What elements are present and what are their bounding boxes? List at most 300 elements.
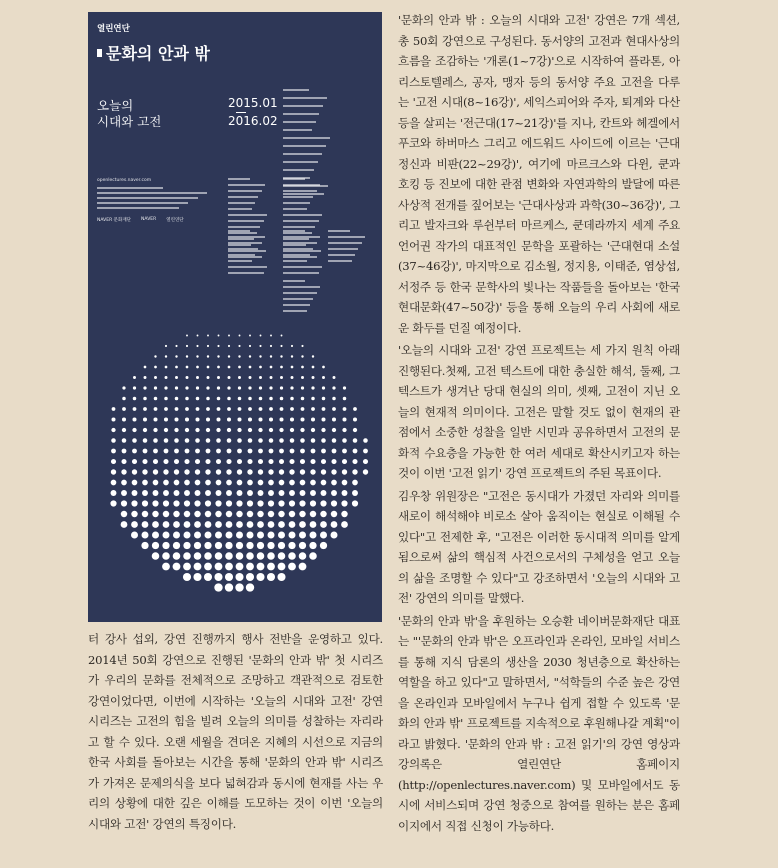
halftone-dot [289,500,295,506]
halftone-dot [196,345,198,347]
halftone-dot [174,438,179,443]
halftone-dot [236,500,242,506]
halftone-dot [301,397,305,401]
halftone-dot [342,417,346,421]
halftone-dot [215,500,221,506]
halftone-dot [164,386,167,389]
halftone-dot [353,438,358,443]
halftone-dot [300,490,306,496]
halftone-dot [227,449,232,454]
halftone-dot [299,511,305,517]
halftone-dot [237,469,242,474]
halftone-dot [206,397,210,401]
halftone-dot [217,355,219,357]
halftone-dot [289,459,294,464]
halftone-dot [269,407,273,411]
halftone-dot [278,500,284,506]
halftone-dot [280,366,283,369]
halftone-dot [247,500,253,506]
halftone-dot [204,573,212,581]
halftone-dot [280,345,282,347]
halftone-dot [164,417,168,421]
halftone-dot [143,397,147,401]
halftone-dot [300,459,305,464]
halftone-dot [248,407,252,411]
halftone-dot [228,366,231,369]
poster-logo-2: NAVER [141,217,157,222]
poster-label: 열린연단 [97,24,130,34]
halftone-dot [154,407,158,411]
halftone-dot [215,552,223,560]
halftone-dot [205,459,210,464]
halftone-dot [207,345,209,347]
halftone-dot [247,532,254,539]
halftone-dot [133,407,137,411]
halftone-dot [320,532,327,539]
halftone-dot [280,407,284,411]
halftone-dot [291,376,294,379]
right-paragraph-4: '문화의 안과 밖'을 후원하는 오승환 네이버문화재단 대표는 "'문화의 안과 밖'은 오프라인과 온라인, 모바일 서비스를 통해 지식 담론의 생산을 2030 청년층으로 확산하는 역할을 하고 있다"고 말하면서, "석학들의 수준 높은 강연을 온라인과 모바일에서 누구나 쉽게 접할 수 있도록 '문화의 안과 밖' 프로젝트를 지속적으로 후원해나갈 계획"이라고 밝혔다. '문화의 안과 밖 : 고전 읽기'의 강연 영상과 강의록은 열린연단 홈페이지(http://openlectures.naver.com) 및 모바일에서도 동시에 서비스되며 강연 청중으로 참여를 원하는 분은 홈페이지에서 직접 신청이 가능하다. [398,613,680,833]
halftone-dot [331,511,337,517]
halftone-dot [279,428,283,432]
halftone-dot [153,469,158,474]
halftone-dot [301,407,305,411]
halftone-dot [321,490,327,496]
halftone-dot [111,449,116,454]
halftone-dot [121,490,127,496]
halftone-dot [342,428,346,432]
halftone-dot [288,552,296,560]
halftone-dot [246,583,254,591]
halftone-dot [258,417,262,421]
halftone-dot [300,449,305,454]
halftone-dot [214,583,222,591]
halftone-dot [154,355,156,357]
halftone-dot [215,511,221,517]
halftone-dot [175,376,178,379]
halftone-dot [300,428,304,432]
halftone-dot [270,335,272,337]
poster-subtitle-line1: 오늘의 [97,98,134,113]
halftone-dot [331,521,338,528]
halftone-dot [142,469,147,474]
halftone-dot [111,459,116,464]
halftone-dot [206,438,211,443]
halftone-dot [216,459,221,464]
halftone-dot [237,428,241,432]
halftone-dot [248,386,251,389]
halftone-dot [270,376,273,379]
halftone-dot [195,428,199,432]
halftone-dot [154,376,157,379]
halftone-dot [278,521,285,528]
halftone-dot [311,438,316,443]
halftone-dot [225,573,233,581]
halftone-dot [162,552,170,560]
halftone-dot [310,532,317,539]
halftone-dot [111,469,116,474]
halftone-dot [268,480,274,486]
halftone-dot [342,459,347,464]
halftone-dot [259,407,263,411]
halftone-dot [132,417,136,421]
halftone-dot [205,500,211,506]
halftone-dot [112,407,116,411]
halftone-dot [183,542,190,549]
halftone-dot [121,459,126,464]
halftone-dot [237,490,243,496]
halftone-dot [133,397,137,401]
halftone-dot [204,552,212,560]
halftone-dot [175,345,177,347]
halftone-dot [186,345,188,347]
halftone-dot [225,583,233,591]
halftone-dot [332,438,337,443]
halftone-dot [246,563,254,571]
halftone-dot [311,386,314,389]
halftone-dot [331,480,337,486]
right-paragraph-2: '오늘의 시대와 고전' 강연 프로젝트는 세 가지 원칙 아래 진행된다.첫째, 고전 텍스트에 대한 충실한 해석, 둘째, 그 텍스트가 생겨난 당대 현실의 의미, 셋째, 고전이 지닌 오늘의 현재적 의미이다. 고전은 말할 것도 없이 현재의 관점에서 소중한 성찰을 일반 시민과 공유하면서 고전의 문화적 수요층을 가능한 한 여러 세대로 확산시키고자 하는 것이 이번 '고전 읽기' 강연 프로젝트의 주된 목표이다. [398,343,680,480]
halftone-dot [248,428,252,432]
halftone-dot [184,532,191,539]
halftone-dot [143,428,147,432]
halftone-dot [185,407,189,411]
halftone-dot [331,532,338,539]
halftone-dot [332,397,336,401]
halftone-dot [164,397,168,401]
halftone-dot [332,449,337,454]
halftone-dot [312,366,315,369]
halftone-dot [217,345,219,347]
poster-url: openlectures.naver.com [97,178,152,183]
halftone-dot [322,386,325,389]
halftone-dot [322,376,325,379]
halftone-dot [111,438,116,443]
halftone-dot [299,521,306,528]
halftone-dot [270,345,272,347]
halftone-dot [235,583,243,591]
halftone-dot [259,397,263,401]
halftone-dot [174,480,180,486]
halftone-dot [237,459,242,464]
halftone-dot [363,469,368,474]
halftone-dot [246,573,254,581]
halftone-dot [290,397,294,401]
halftone-dot [343,407,347,411]
halftone-dot [278,552,286,560]
halftone-dot [236,511,242,517]
halftone-dot [247,490,253,496]
halftone-dot [183,552,191,560]
halftone-dot [259,376,262,379]
halftone-dot [164,438,169,443]
halftone-dot [278,532,285,539]
halftone-dot [132,428,136,432]
halftone-dot [309,552,317,560]
halftone-dot [194,521,201,528]
halftone-dot [259,355,261,357]
halftone-dot [185,386,188,389]
halftone-dot [268,469,273,474]
halftone-dot [279,469,284,474]
halftone-dot [238,397,242,401]
halftone-dot [353,407,357,411]
halftone-dot [249,366,252,369]
halftone-dot [290,417,294,421]
halftone-dot [259,345,261,347]
halftone-dot [205,490,211,496]
halftone-dot [152,500,158,506]
halftone-dot [174,428,178,432]
halftone-dot [204,563,212,571]
halftone-dot [205,469,210,474]
halftone-dot [174,459,179,464]
halftone-dot [299,563,307,571]
halftone-dot [227,386,230,389]
halftone-dot [173,511,179,517]
halftone-dot [196,386,199,389]
halftone-dot [132,480,138,486]
halftone-dot [352,500,358,506]
halftone-dot [141,542,148,549]
halftone-dot [132,449,137,454]
halftone-dot [206,417,210,421]
halftone-dot [226,532,233,539]
halftone-dot [196,407,200,411]
halftone-dot [248,438,253,443]
halftone-dot [247,511,253,517]
halftone-dot [186,355,188,357]
halftone-dot [258,480,264,486]
halftone-dot [164,449,169,454]
halftone-dot [226,480,232,486]
halftone-dot [333,376,336,379]
halftone-dot [258,428,262,432]
halftone-dot [174,469,179,474]
halftone-dot [227,417,231,421]
halftone-dot [193,573,201,581]
halftone-dot [320,542,327,549]
halftone-dot [173,563,181,571]
lecture-poster [88,12,382,622]
halftone-dot [257,563,265,571]
halftone-dot [258,469,263,474]
halftone-dot [299,552,307,560]
halftone-dot [353,417,357,421]
halftone-dot [185,449,190,454]
halftone-dot [267,542,274,549]
halftone-dot [133,386,136,389]
halftone-dot [301,366,304,369]
halftone-dot [195,417,199,421]
halftone-dot [236,521,243,528]
halftone-dot [153,490,159,496]
halftone-dot [238,386,241,389]
halftone-dot [164,407,168,411]
halftone-dot [268,532,275,539]
halftone-dot [267,573,275,581]
halftone-dot [152,511,158,517]
halftone-dot [291,345,293,347]
halftone-dot [300,480,306,486]
halftone-dot [227,428,231,432]
halftone-dot [173,532,180,539]
halftone-dot [257,552,265,560]
halftone-dot [321,459,326,464]
halftone-dot [196,366,199,369]
poster-logo-3: 열린연단 [166,218,184,223]
halftone-dot [122,449,127,454]
halftone-dot [236,563,244,571]
halftone-dot [152,542,159,549]
halftone-dot [228,345,230,347]
halftone-dot [311,397,315,401]
halftone-dot [143,449,148,454]
halftone-dot [332,407,336,411]
halftone-dot [142,490,148,496]
halftone-dot [278,511,284,517]
halftone-dot [217,397,221,401]
halftone-dot [217,407,221,411]
halftone-dot [310,511,316,517]
halftone-dot [163,459,168,464]
poster-date-end: 2016.02 [228,114,278,128]
halftone-dot [196,397,200,401]
halftone-dot [341,511,347,517]
halftone-dot [256,573,264,581]
halftone-dot [289,490,295,496]
halftone-dot [225,563,233,571]
halftone-dot [183,573,191,581]
halftone-dot [269,438,274,443]
halftone-dot [163,500,169,506]
halftone-dot [122,397,126,401]
halftone-dot [279,438,284,443]
halftone-dot [165,376,168,379]
halftone-dot [227,407,231,411]
halftone-dot [300,469,305,474]
halftone-dot [132,469,137,474]
halftone-dot [217,366,220,369]
halftone-dot [205,511,211,517]
halftone-dot [247,480,253,486]
halftone-dot [154,366,157,369]
halftone-dot [197,335,199,337]
halftone-dot [142,480,148,486]
halftone-dot [175,386,178,389]
halftone-dot [122,386,125,389]
halftone-dot [185,417,189,421]
halftone-dot [238,355,240,357]
halftone-dot [269,449,274,454]
halftone-dot [258,490,264,496]
halftone-dot [153,417,157,421]
halftone-dot [175,355,177,357]
poster-logo-1: NAVER 문화재단 [97,218,132,223]
halftone-dot [249,345,251,347]
halftone-dot [290,438,295,443]
halftone-dot [342,449,347,454]
halftone-dot [121,469,126,474]
halftone-dot [341,521,348,528]
halftone-dot [175,407,179,411]
halftone-dot [111,428,115,432]
halftone-dot [310,500,316,506]
halftone-dot [154,386,157,389]
halftone-dot [131,521,138,528]
halftone-dot [153,428,157,432]
halftone-dot [341,500,347,506]
halftone-dot [206,428,210,432]
halftone-dot [174,417,178,421]
halftone-dot [312,355,314,357]
halftone-dot [185,428,189,432]
halftone-dot [289,469,294,474]
halftone-dot [278,542,285,549]
halftone-dot [321,438,326,443]
right-paragraph-1: '문화의 안과 밖 : 오늘의 시대와 고전' 강연은 7개 섹션, 총 50회 강연으로 구성된다. 동서양의 고전과 현대사상의 흐름을 조감하는 '개론(1~7강)'으로 시작하여 플라톤, 아리스토텔레스, 공자, 맹자 등의 동서양 주요 고전을 다루는 '고전 시대(8~16강)', 세익스피어와 주자, 퇴계와 다산 등을 살피는 '전근대(17~21강)'를 지나, 칸트와 헤겔에서 푸코와 하버마스 그리고 에드워드 사이드에 이르는 '근대정신과 비판(22~29강)', 여기에 마르크스와 다윈, 쿤과 호킹 등 진보에 대한 관점 변화와 자연과학의 발달에 따른 사상적 전개를 짚어보는 '근대사상과 과학(30~36강)', 그리고 발자크와 루쉰부터 마르케스, 쿤데라까지 세계 주요 언어권 작가의 대표적인 문학을 포괄하는 '근대현대 소설(37~46강)', 마지막으로 김소월, 정지용, 이태준, 염상섭, 서정주 등 한국 문학사의 빛나는 작품들을 돌아보는 '한국 현대문화(47~50강)' 등을 통해 오늘의 우리 사회에 새로운 화두를 던질 예정이다. [398,13,680,335]
halftone-dot [236,552,244,560]
halftone-dot [311,428,315,432]
halftone-dot [207,335,209,337]
halftone-dot [278,563,286,571]
halftone-dot [268,500,274,506]
halftone-dot [194,532,201,539]
halftone-dot [184,459,189,464]
halftone-dot [226,521,233,528]
halftone-dot [195,459,200,464]
halftone-dot [225,542,232,549]
halftone-dot [162,563,170,571]
halftone-dot [173,521,180,528]
halftone-dot [152,521,159,528]
halftone-dot [162,542,169,549]
halftone-dot [288,542,295,549]
halftone-dot [235,573,243,581]
halftone-dot [299,532,306,539]
halftone-dot [131,532,138,539]
halftone-dot [332,417,336,421]
halftone-dot [246,542,253,549]
halftone-dot [236,542,243,549]
halftone-dot [248,397,252,401]
halftone-dot [320,500,326,506]
halftone-dot [186,366,189,369]
halftone-dot [153,480,159,486]
halftone-dot [132,490,138,496]
halftone-dot [205,480,211,486]
halftone-dot [110,500,116,506]
halftone-dot [122,438,127,443]
halftone-dot [195,438,200,443]
halftone-dot [163,490,169,496]
halftone-dot [154,397,158,401]
halftone-dot [237,480,243,486]
halftone-dot [174,490,180,496]
halftone-dot [228,335,230,337]
halftone-dot [144,366,147,369]
halftone-dot [152,552,160,560]
halftone-dot [310,480,316,486]
halftone-dot [291,355,293,357]
halftone-dot [269,417,273,421]
halftone-dot [184,511,190,517]
halftone-dot [352,459,357,464]
halftone-dot [299,500,305,506]
halftone-dot [290,428,294,432]
halftone-dot [342,469,347,474]
halftone-dot [184,480,190,486]
